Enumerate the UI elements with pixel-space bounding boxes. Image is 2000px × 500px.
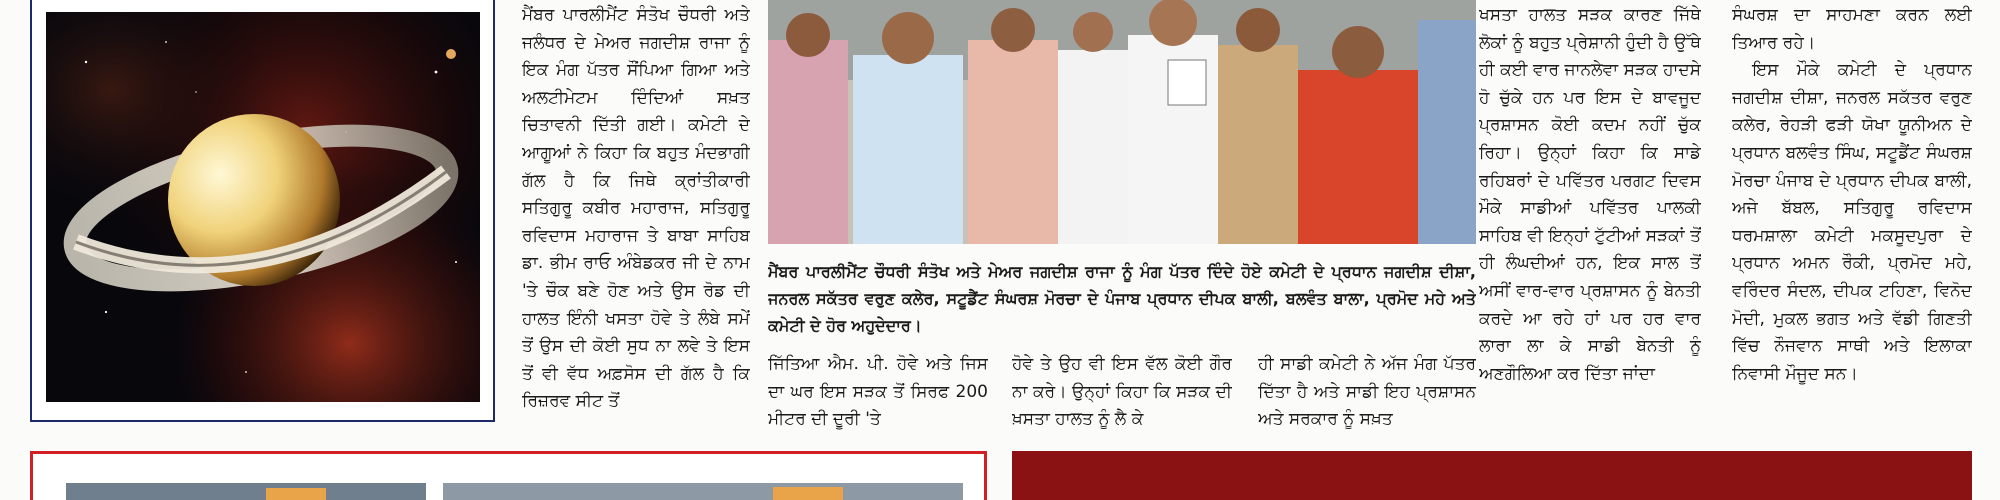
photo-caption-text: ਮੈਂਬਰ ਪਾਰਲੀਮੈਂਟ ਚੌਧਰੀ ਸੰਤੋਖ ਅਤੇ ਮੇਅਰ ਜਗਦੀਸ਼ ਰਾਜਾ ਨੂੰ ਮੰਗ ਪੱਤਰ ਦਿੰਦੇ ਹੋਏ ਕਮੇਟੀ ਦੇ ਪ੍ਰਧਾਨ ਜਗਦੀਸ਼ ਦੀਸ਼ਾ, ਜਨਰਲ ਸਕੱਤਰ ਵਰੁਣ ਕਲੇਰ, ਸਟੂਡੈਂਟ ਸੰਘਰਸ਼ ਮੋਰਚਾ ਦੇ ਪੰਜਾਬ ਪ੍ਰਧਾਨ ਦੀਪਕ ਬਾਲੀ, ਬਲਵੰਤ ਬਾਲਾ, ਪ੍ਰਮੋਦ ਮਹੇ ਅਤੇ ਕਮੇਟੀ ਦੇ ਹੋਰ ਅਹੁਦੇਦਾਰ। bbox=[768, 262, 1476, 335]
article-text-column-6-paragraph-2: ਇਸ ਮੌਕੇ ਕਮੇਟੀ ਦੇ ਪ੍ਰਧਾਨ ਜਗਦੀਸ਼ ਦੀਸ਼ਾ, ਜਨਰਲ ਸਕੱਤਰ ਵਰੁਣ ਕਲੇਰ, ਰੇਹੜੀ ਫੜੀ ਯੋਖਾ ਯੂਨੀਅਨ ਦੇ ਪ੍ਰਧਾਨ ਬਲਵੰਤ ਸਿੰਘ, ਸਟੂਡੈਂਟ ਸੰਘਰਸ਼ ਮੋਰਚਾ ਪੰਜਾਬ ਦੇ ਪ੍ਰਧਾਨ ਦੀਪਕ ਬਾਲੀ, ਅਜੇ ਬੱਬਲ, ਸਤਿਗੁਰੂ ਰਵਿਦਾਸ ਧਰਮਸ਼ਾਲਾ ਕਮੇਟੀ ਮਕਸੂਦਪੁਰਾ ਦੇ ਪ੍ਰਧਾਨ ਅਮਨ ਰੌਕੀ, ਪ੍ਰਮੋਦ ਮਹੇ, ਵਰਿੰਦਰ ਸੰਦਲ, ਦੀਪਕ ਟਹਿਣਾ, ਵਿਨੋਦ ਮੋਦੀ, ਮੁਕਲ ਭਗਤ ਅਤੇ ਵੱਡੀ ਗਿਣਤੀ ਵਿੱਚ ਨੌਜਵਾਨ ਸਾਥੀ ਅਤੇ ਇਲਾਕਾ ਨਿਵਾਸੀ ਮੌਜੂਦ ਸਨ। bbox=[1732, 60, 1972, 384]
article-text-column-4: ਹੀ ਸਾਡੀ ਕਮੇਟੀ ਨੇ ਅੱਜ ਮੰਗ ਪੱਤਰ ਦਿੱਤਾ ਹੈ ਅਤੇ ਸਾਡੀ ਇਹ ਪ੍ਰਸ਼ਾਸਨ ਅਤੇ ਸਰਕਾਰ ਨੂੰ ਸਖ਼ਤ bbox=[1258, 354, 1476, 430]
article-text-column-5: ਖਸਤਾ ਹਾਲਤ ਸੜਕ ਕਾਰਣ ਜਿੱਥੇ ਲੋਕਾਂ ਨੂੰ ਬਹੁਤ ਪ੍ਰੇਸ਼ਾਨੀ ਹੁੰਦੀ ਹੈ ਉੱਥੇ ਹੀ ਕਈ ਵਾਰ ਜਾਨਲੇਵਾ ਸੜਕ ਹਾਦਸੇ ਹੋ ਚੁੱਕੇ ਹਨ ਪਰ ਇਸ ਦੇ ਬਾਵਜੂਦ ਪ੍ਰਸ਼ਾਸਨ ਕੋਈ ਕਦਮ ਨਹੀਂ ਚੁੱਕ ਰਿਹਾ। ਉਨ੍ਹਾਂ ਕਿਹਾ ਕਿ ਸਾਡੇ ਰਹਿਬਰਾਂ ਦੇ ਪਵਿੱਤਰ ਪਰਗਟ ਦਿਵਸ ਮੌਕੇ ਸਾਡੀਆਂ ਪਵਿੱਤਰ ਪਾਲਕੀ ਸਾਹਿਬ ਵੀ ਇਨ੍ਹਾਂ ਟੁੱਟੀਆਂ ਸੜਕਾਂ ਤੋਂ ਹੀ ਲੰਘਦੀਆਂ ਹਨ, ਇਕ ਸਾਲ ਤੋਂ ਅਸੀਂ ਵਾਰ-ਵਾਰ ਪ੍ਰਸ਼ਾਸਨ ਨੂੰ ਬੇਨਤੀ ਕਰਦੇ ਆ ਰਹੇ ਹਾਂ ਪਰ ਹਰ ਵਾਰ ਲਾਰਾ ਲਾ ਕੇ ਸਾਡੀ ਬੇਨਤੀ ਨੂੰ ਅਣਗੌਲਿਆ ਕਰ ਦਿੱਤਾ ਜਾਂਦਾ bbox=[1479, 5, 1701, 384]
news-photo bbox=[768, 0, 1476, 244]
article-text-column-6-paragraph-1: ਸੰਘਰਸ਼ ਦਾ ਸਾਹਮਣਾ ਕਰਨ ਲਈ ਤਿਆਰ ਰਹੇ। bbox=[1732, 5, 1972, 53]
illustration-frame bbox=[30, 0, 495, 422]
article-column-1 bbox=[522, 2, 750, 434]
bottom-news-box bbox=[30, 451, 987, 500]
article-text-column-1: ਮੈਂਬਰ ਪਾਰਲੀਮੈਂਟ ਸੰਤੋਖ ਚੌਧਰੀ ਅਤੇ ਜਲੰਧਰ ਦੇ ਮੇਅਰ ਜਗਦੀਸ਼ ਰਾਜਾ ਨੂੰ ਇਕ ਮੰਗ ਪੱਤਰ ਸੌਂਪਿਆ ਗਿਆ ਅਤੇ ਅਲਟੀਮੇਟਮ ਦਿੰਦਿਆਂ ਸਖ਼ਤ ਚਿਤਾਵਨੀ ਦਿੱਤੀ ਗਈ। ਕਮੇਟੀ ਦੇ ਆਗੂਆਂ ਨੇ ਕਿਹਾ ਕਿ ਬਹੁਤ ਮੰਦਭਾਗੀ ਗੱਲ ਹੈ ਕਿ ਜਿਥੇ ਕ੍ਰਾਂਤੀਕਾਰੀ ਸਤਿਗੁਰੂ ਕਬੀਰ ਮਹਾਰਾਜ, ਸਤਿਗੁਰੂ ਰਵਿਦਾਸ ਮਹਾਰਾਜ ਤੇ ਬਾਬਾ ਸਾਹਿਬ ਡਾ. ਭੀਮ ਰਾਓ ਅੰਬੇਡਕਰ ਜੀ ਦੇ ਨਾਮ 'ਤੇ ਚੌਕ ਬਣੇ ਹੋਣ ਅਤੇ ਉਸ ਰੋਡ ਦੀ ਹਾਲਤ ਇੰਨੀ ਖਸਤਾ ਹੋਵੇ ਤੇ ਲੰਬੇ ਸਮੇਂ ਤੋਂ ਉਸ ਦੀ ਕੋਈ ਸੁਧ ਨਾ ਲਵੇ ਤੇ ਇਸ ਤੋਂ ਵੀ ਵੱਧ ਅਫ਼ਸੋਸ ਦੀ ਗੱਲ ਹੈ ਕਿ ਰਿਜ਼ਰਵ ਸੀਟ ਤੋਂ bbox=[522, 5, 750, 412]
article-text-column-2: ਜਿੱਤਿਆ ਐਮ. ਪੀ. ਹੋਵੇ ਅਤੇ ਜਿਸ ਦਾ ਘਰ ਇਸ ਸੜਕ ਤੋਂ ਸਿਰਫ 200 ਮੀਟਰ ਦੀ ਦੂਰੀ 'ਤੇ bbox=[768, 354, 988, 430]
bottom-photo-2 bbox=[443, 483, 963, 500]
article-column-6 bbox=[1732, 2, 1972, 434]
article-column-5 bbox=[1479, 2, 1701, 434]
headline-banner bbox=[1012, 451, 1972, 500]
article-text-column-3: ਹੋਵੇ ਤੇ ਉਹ ਵੀ ਇਸ ਵੱਲ ਕੋਈ ਗੌਰ ਨਾ ਕਰੇ। ਉਨ੍ਹਾਂ ਕਿਹਾ ਕਿ ਸੜਕ ਦੀ ਖ਼ਸਤਾ ਹਾਲਤ ਨੂੰ ਲੈ ਕੇ bbox=[1012, 354, 1232, 430]
group-photo-image bbox=[768, 0, 1476, 244]
photo-caption bbox=[768, 258, 1476, 340]
saturn-planet-image bbox=[46, 12, 480, 402]
article-column-2 bbox=[768, 351, 988, 435]
article-column-4 bbox=[1258, 351, 1476, 435]
bottom-photo-2-image bbox=[443, 483, 963, 500]
saturn-illustration bbox=[46, 12, 480, 402]
bottom-photo-1 bbox=[66, 483, 426, 500]
bottom-photo-1-image bbox=[66, 483, 426, 500]
article-column-3 bbox=[1012, 351, 1232, 435]
